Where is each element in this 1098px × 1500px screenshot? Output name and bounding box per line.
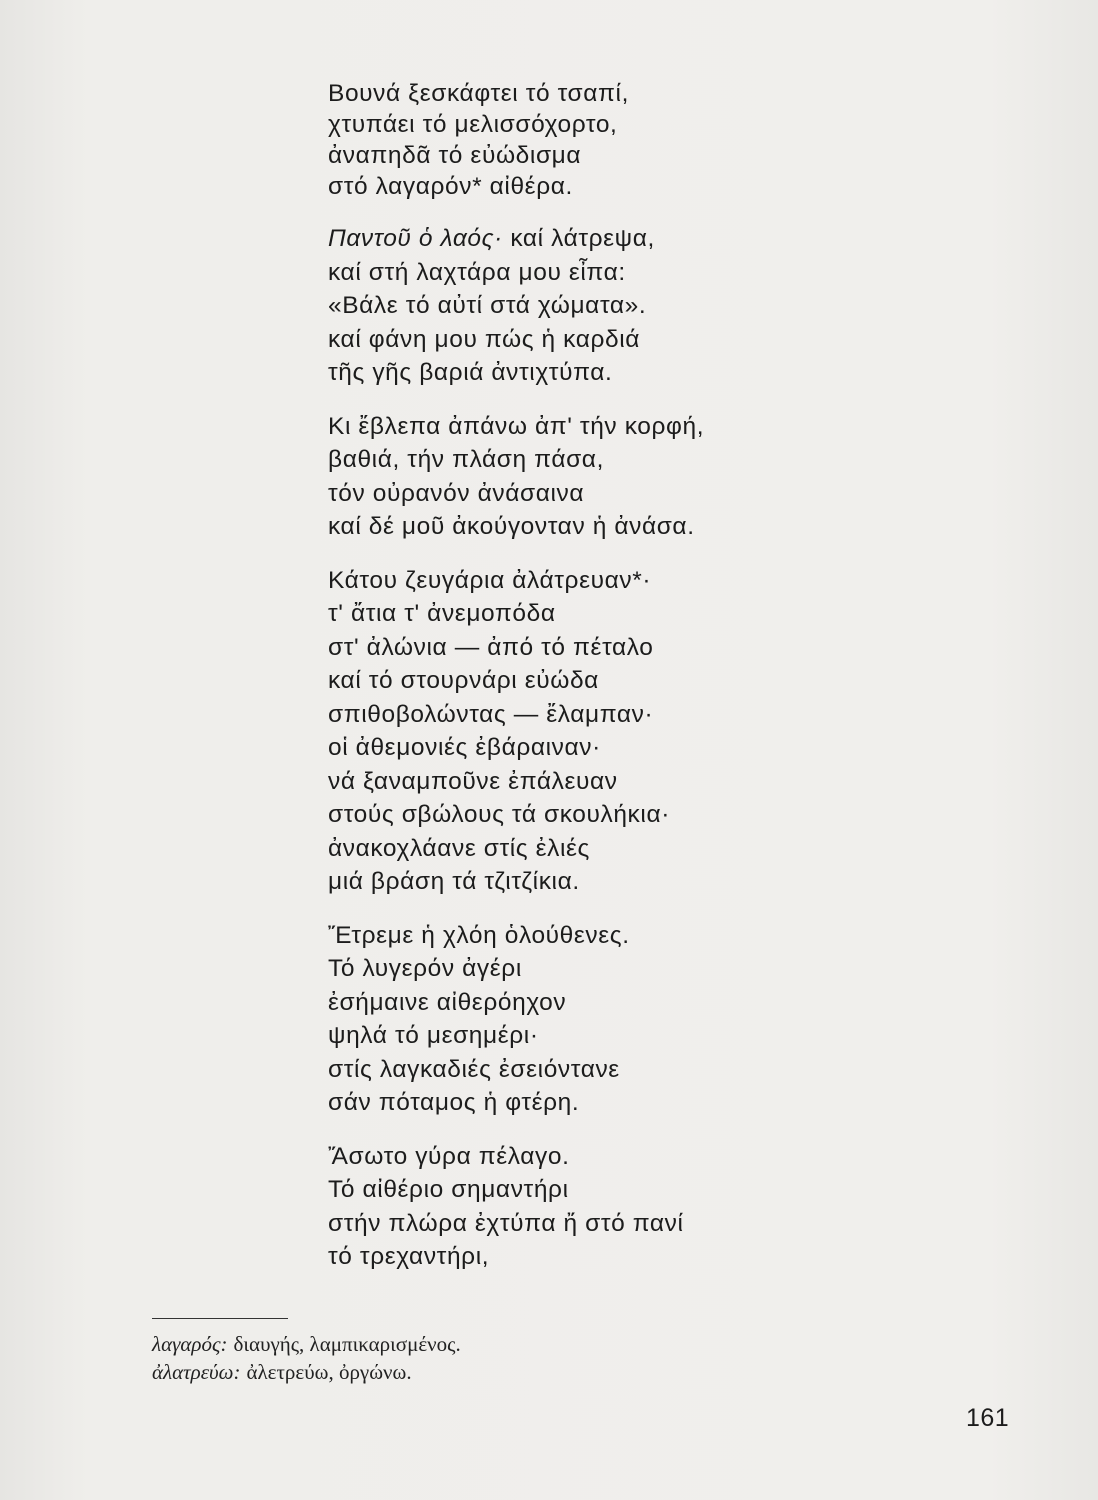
poem-body: [328, 78, 948, 1294]
poem-line: [328, 664, 948, 698]
poem-line-text: καί στή λαχτάρα μου εἶπα:: [328, 258, 626, 286]
stanza: [328, 564, 948, 899]
poem-line-text: στίς λαγκαδιές ἐσειόντανε: [328, 1055, 620, 1083]
poem-line-text: «Βάλε τό αὐτί στά χώματα».: [328, 292, 647, 319]
poem-line-text: στούς σβώλους τά σκουλήκια·: [328, 801, 670, 828]
poem-line: [328, 731, 948, 765]
poem-line: [328, 78, 948, 109]
poem-line: [328, 443, 948, 477]
poem-line: [328, 597, 948, 631]
poem-line: [328, 1173, 948, 1207]
poem-line: [328, 222, 948, 256]
footnote-item: [152, 1358, 852, 1386]
footnote-definition: ἀλετρεύω, ὀργώνω.: [246, 1360, 412, 1384]
poem-line-text: Ἔτρεμε ἡ χλόη ὁλούθενες.: [328, 921, 630, 949]
poem-line: [328, 1240, 948, 1274]
footnote-term: λαγαρός:: [152, 1332, 228, 1356]
poem-line: [328, 765, 948, 799]
stanza: [328, 919, 948, 1120]
poem-line: [328, 952, 948, 986]
poem-line: [328, 986, 948, 1020]
page-number: 161: [966, 1404, 1010, 1432]
stanza: [328, 222, 948, 390]
poem-line-text: ἀνακοχλάανε στίς ἐλιές: [328, 834, 590, 862]
poem-line-text: τό τρεχαντήρι,: [328, 1243, 490, 1270]
poem-line: [328, 1086, 948, 1120]
poem-line-emphasis: Παντοῦ ὁ λαός·: [328, 225, 503, 252]
poem-line: [328, 140, 948, 171]
poem-line-text: Κάτου ζευγάρια ἀλάτρευαν*·: [328, 566, 652, 594]
footnote-term: ἀλατρεύω:: [152, 1360, 241, 1384]
poem-line-text: Τό αἰθέριο σημαντήρι: [328, 1176, 569, 1203]
poem-line-text: Βουνά ξεσκάφτει τό τσαπί,: [328, 80, 629, 107]
poem-line-text: νά ξαναμποῦνε ἐπάλευαν: [328, 767, 618, 795]
footnotes: [152, 1330, 852, 1386]
stanza: [328, 78, 948, 202]
poem-line-text: οἱ ἀθεμονιές ἐβάραιναν·: [328, 734, 601, 761]
poem-line: [328, 323, 948, 357]
poem-line-text: καί φάνη μου πώς ἡ καρδιά: [328, 325, 641, 353]
poem-line-text: τῆς γῆς βαριά ἀντιχτύπα.: [328, 359, 613, 386]
poem-line: [328, 631, 948, 665]
poem-line-text: ἐσήμαινε αἰθερόηχον: [328, 988, 567, 1016]
poem-line: [328, 510, 948, 544]
poem-line: [328, 1053, 948, 1087]
poem-line: [328, 289, 948, 323]
stanza: [328, 410, 948, 544]
poem-line: [328, 356, 948, 390]
poem-line-text: τ' ἄτια τ' ἀνεμοπόδα: [328, 600, 556, 627]
poem-line-text: στό λαγαρόν* αἰθέρα.: [328, 173, 573, 200]
poem-line-text: Κι ἔβλεπα ἀπάνω ἀπ' τήν κορφή,: [328, 412, 705, 440]
poem-line: [328, 832, 948, 866]
poem-line-text: ἀναπηδᾶ τό εὐώδισμα: [328, 142, 582, 169]
poem-line-text: σάν πόταμος ἡ φτέρη.: [328, 1089, 580, 1116]
poem-line-text: βαθιά, τήν πλάση πάσα,: [328, 446, 604, 473]
poem-line: [328, 1140, 948, 1174]
poem-line-text: Τό λυγερόν ἀγέρι: [328, 955, 522, 982]
poem-line: [328, 1019, 948, 1053]
poem-line: [328, 109, 948, 140]
poem-line: [328, 698, 948, 732]
poem-line: [328, 1207, 948, 1241]
poem-line-text: στ' ἀλώνια — ἀπό τό πέταλο: [328, 633, 654, 661]
poem-line: [328, 798, 948, 832]
poem-line-text: καί δέ μοῦ ἀκούγονταν ἡ ἀνάσα.: [328, 513, 695, 540]
footnote-item: [152, 1330, 852, 1358]
poem-line: [328, 865, 948, 899]
poem-line: [328, 919, 948, 953]
poem-line-text: ψηλά τό μεσημέρι·: [328, 1022, 539, 1049]
stanza: [328, 1140, 948, 1274]
poem-line-text: καί τό στουρνάρι εὐώδα: [328, 667, 599, 694]
poem-line-text: καί λάτρεψα,: [502, 225, 655, 252]
poem-line: [328, 564, 948, 598]
poem-line-text: μιά βράση τά τζιτζίκια.: [328, 868, 580, 895]
poem-line-text: τόν οὐρανόν ἀνάσαινα: [328, 479, 585, 507]
poem-line-text: Ἄσωτο γύρα πέλαγο.: [328, 1142, 570, 1170]
poem-line: [328, 410, 948, 444]
poem-line: [328, 477, 948, 511]
poem-line-text: σπιθοβολώντας — ἔλαμπαν·: [328, 700, 654, 728]
footnote-divider: [152, 1318, 288, 1319]
footnote-definition: διαυγής, λαμπικαρισμένος.: [233, 1332, 461, 1356]
poem-line: [328, 256, 948, 290]
poem-line-text: χτυπάει τό μελισσόχορτο,: [328, 111, 618, 138]
poem-line: [328, 171, 948, 202]
poem-line-text: στήν πλώρα ἐχτύπα ἤ στό πανί: [328, 1209, 684, 1237]
